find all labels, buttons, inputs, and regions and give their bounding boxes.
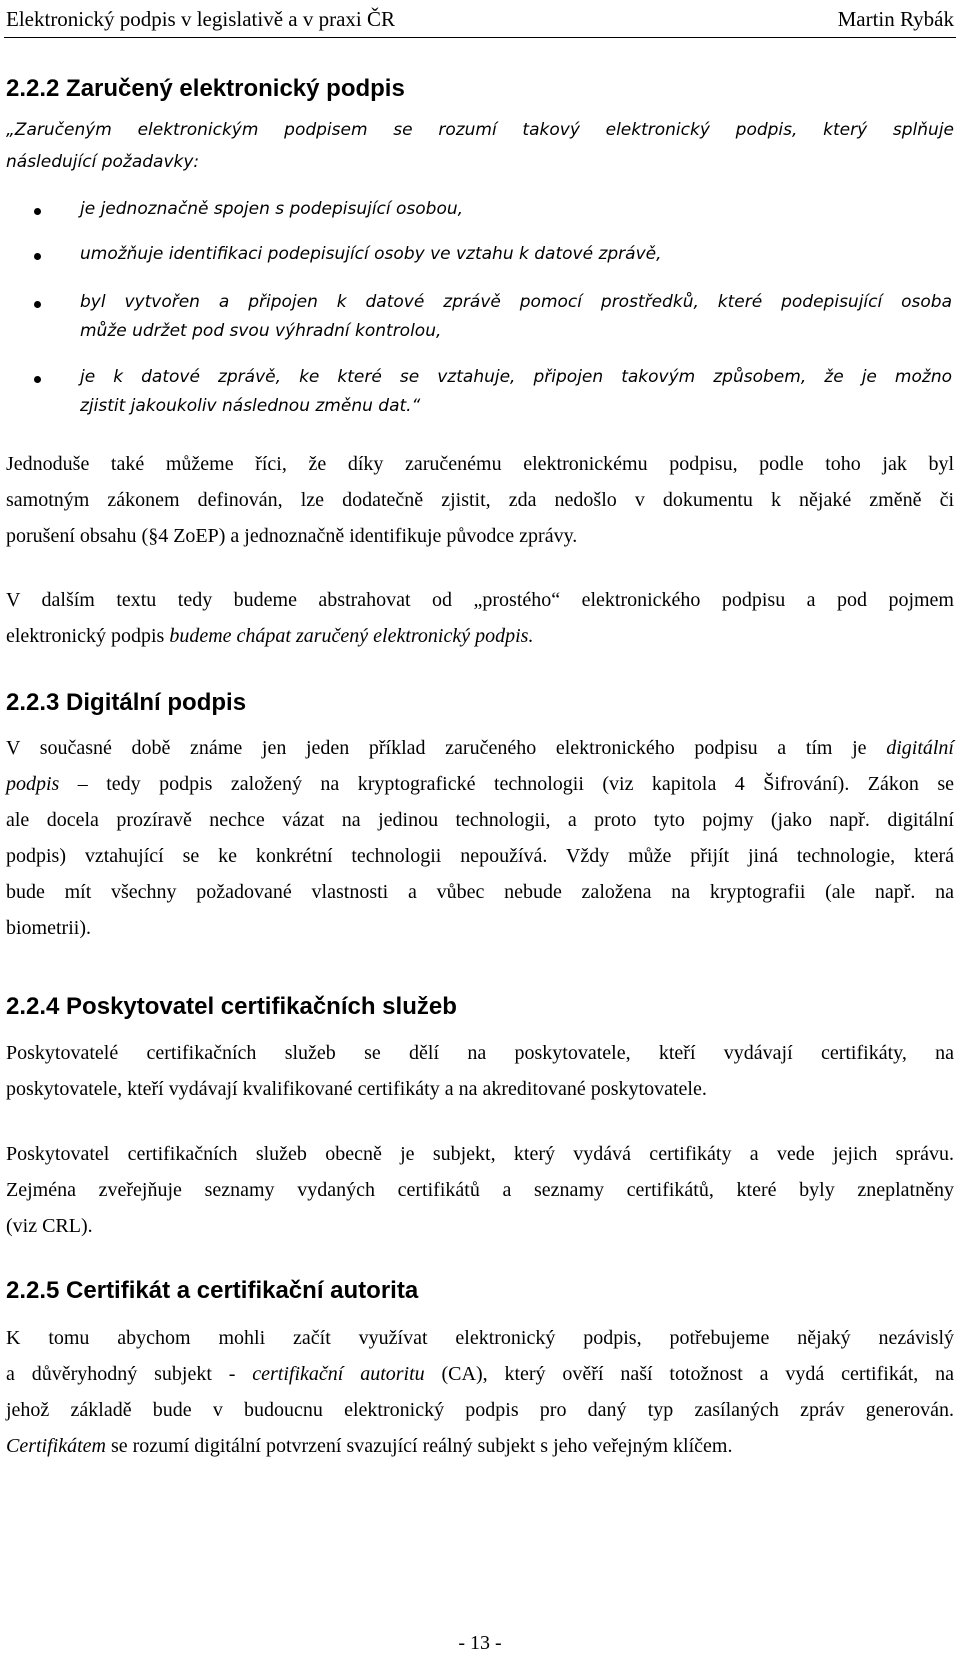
list-item-text <box>80 240 952 269</box>
paragraph <box>6 446 954 554</box>
text-line: K tomu abychom mohli začít využívat elektronický podpis, potřebujeme nějaký nezávislý <box>6 1327 954 1349</box>
text-run: elektronický podpis <box>6 625 170 647</box>
text-run: V současné době známe jen jeden příklad zaručeného elektronického podpisu a tím je <box>6 737 887 759</box>
paragraph <box>6 1035 954 1107</box>
text-line: Jednoduše také můžeme říci, že díky zaručenému elektronickému podpisu, podle toho jak byl <box>6 453 954 475</box>
text-run: se rozumí digitální potvrzení svazující reálný subjekt s jeho veřejným klíčem. <box>105 1435 733 1457</box>
bullet-icon <box>34 301 41 308</box>
list-item-line: umožňuje identifikaci podepisující osoby ve vztahu k datové zprávě, <box>80 244 662 264</box>
italic-term: Certifikátem <box>6 1435 106 1457</box>
list-item-line: je jednoznačně spojen s podepisující osobou, <box>80 199 464 219</box>
section-heading-2-2-2: 2.2.2 Zaručený elektronický podpis <box>6 75 405 102</box>
bullet-icon <box>34 376 41 383</box>
list-item-line: může udržet pod svou výhradní kontrolou, <box>80 321 442 341</box>
header-rule <box>4 37 956 38</box>
text-line: poskytovatele, kteří vydávají kvalifikované certifikáty a na akreditované poskytovatele. <box>6 1078 707 1100</box>
text-line: samotným zákonem definován, lze dodatečně zjistit, zda nedošlo v dokumentu k nějaké změně či <box>6 489 954 511</box>
list-item-line: zjistit jakoukoliv následnou změnu dat.“ <box>80 396 421 416</box>
quote-line: „Zaručeným elektronickým podpisem se rozumí takový elektronický podpis, který splňuje <box>6 120 954 140</box>
text-line: porušení obsahu (§4 ZoEP) a jednoznačně identifikuje původce zprávy. <box>6 525 578 547</box>
bullet-icon <box>34 208 41 215</box>
text-run: (CA), který ověří naší totožnost a vydá certifikát, na <box>424 1363 954 1385</box>
italic-term: budeme chápat zaručený elektronický podpis. <box>169 625 534 647</box>
section-heading-2-2-4: 2.2.4 Poskytovatel certifikačních služeb <box>6 993 457 1020</box>
italic-term: digitální <box>886 737 954 759</box>
paragraph <box>6 730 954 946</box>
list-item-line: byl vytvořen a připojen k datové zprávě pomocí prostředků, které podepisující osoba <box>80 292 952 312</box>
legal-quote-intro <box>6 114 954 178</box>
text-line: Poskytovatelé certifikačních služeb se dělí na poskytovatele, kteří vydávají certifikáty, na <box>6 1042 954 1064</box>
text-line: Zejména zveřejňuje seznamy vydaných certifikátů a seznamy certifikátů, které byly zneplatněny <box>6 1179 954 1201</box>
text-line <box>6 730 954 766</box>
quote-line: následující požadavky: <box>6 152 200 172</box>
text-line: Poskytovatel certifikačních služeb obecně je subjekt, který vydává certifikáty a vede jejich správu. <box>6 1143 954 1165</box>
list-item-text <box>80 195 952 224</box>
text-line <box>6 1428 954 1464</box>
text-line: biometrii). <box>6 917 91 939</box>
text-line: podpis) vztahující se ke konkrétní technologii nepoužívá. Vždy může přijít jiná technologie, která <box>6 845 954 867</box>
italic-term: podpis <box>6 773 60 795</box>
header-author: Martin Rybák <box>837 7 954 31</box>
text-line <box>6 1356 954 1392</box>
paragraph <box>6 582 954 654</box>
page-number: - 13 - <box>458 1632 502 1654</box>
paragraph <box>6 1320 954 1464</box>
text-line <box>6 618 954 654</box>
running-header <box>6 4 954 38</box>
bullet-icon <box>34 253 41 260</box>
text-line: jehož základě bude v budoucnu elektronický podpis pro daný typ zasílaných zpráv generován. <box>6 1399 954 1421</box>
text-line: V dalším textu tedy budeme abstrahovat od „prostého“ elektronického podpisu a pod pojmem <box>6 589 954 611</box>
text-line: (viz CRL). <box>6 1215 93 1237</box>
text-line: bude mít všechny požadované vlastnosti a vůbec nebude založena na kryptografii (ale např. na <box>6 881 954 903</box>
text-run: – tedy podpis založený na kryptografické technologii (viz kapitola 4 Šifrování). Zákon se <box>59 773 954 795</box>
list-item-line: je k datové zprávě, ke které se vztahuje, připojen takovým způsobem, že je možno <box>80 367 952 387</box>
text-run: a důvěryhodný subjekt - <box>6 1363 253 1385</box>
list-item-text <box>80 363 952 421</box>
italic-term: certifikační autoritu <box>252 1363 425 1385</box>
text-line <box>6 766 954 802</box>
header-title: Elektronický podpis v legislativě a v praxi ČR <box>6 7 396 31</box>
paragraph <box>6 1136 954 1244</box>
section-heading-2-2-3: 2.2.3 Digitální podpis <box>6 689 247 716</box>
section-heading-2-2-5: 2.2.5 Certifikát a certifikační autorita <box>6 1277 419 1304</box>
text-line: ale docela prozíravě nechce vázat na jedinou technologii, a proto tyto pojmy (jako např. digitální <box>6 809 954 831</box>
list-item-text <box>80 288 952 346</box>
